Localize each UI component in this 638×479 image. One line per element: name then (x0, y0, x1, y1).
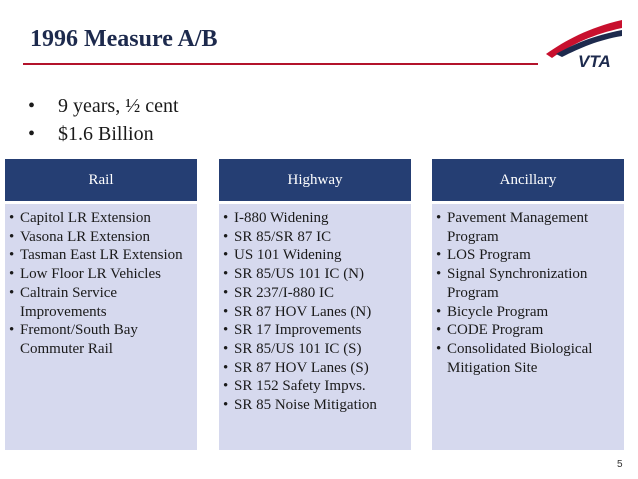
list-item-text: Fremont/South Bay Commuter Rail (20, 322, 138, 357)
list-item-text: SR 237/I-880 IC (234, 284, 335, 301)
list-item-text: I-880 Widening (234, 210, 329, 226)
list-item-text: CODE Program (447, 322, 544, 339)
highway-column-header (219, 159, 411, 201)
rail-column-body (5, 204, 197, 450)
logo-text: VTA (578, 52, 611, 70)
list-item: • SR 87 HOV Lanes (N) (223, 303, 372, 320)
slide-title: 1996 Measure A/B (30, 26, 218, 52)
list-item-text: SR 85/US 101 IC (N) (234, 266, 365, 283)
column-heading: Ancillary (499, 171, 557, 188)
page-number: 5 (617, 459, 623, 470)
list-item: • Pavement Management Program (436, 209, 619, 246)
list-item-text: SR 85/US 101 IC (S) (234, 340, 362, 357)
summary-bullet-text: $1.6 Billion (58, 123, 154, 145)
list-item: • SR 85/SR 87 IC (223, 228, 332, 245)
list-item-text: SR 87 HOV Lanes (S) (234, 359, 369, 376)
list-item-text: Caltrain Service Improvements (20, 284, 118, 320)
list-item-text: SR 85/SR 87 IC (234, 228, 332, 245)
list-item: • SR 87 HOV Lanes (S) (223, 359, 369, 376)
rail-column (5, 159, 197, 450)
column-heading: Rail (88, 171, 114, 188)
list-item-text: Pavement Management Program (447, 210, 589, 245)
list-item: • US 101 Widening (223, 247, 342, 264)
list-item: • SR 85/US 101 IC (N) (223, 266, 365, 283)
list-item: • Bicycle Program (436, 303, 549, 320)
list-item: • CODE Program (436, 322, 544, 339)
list-item-text: Vasona LR Extension (20, 228, 150, 245)
summary-bullets (28, 92, 179, 148)
vta-logo (542, 14, 624, 70)
list-item: • SR 237/I-880 IC (223, 284, 335, 301)
list-item: • SR 17 Improvements (223, 322, 362, 339)
list-item: • Low Floor LR Vehicles (9, 266, 161, 283)
list-item: • SR 85/US 101 IC (S) (223, 340, 362, 357)
list-item: • Signal Synchronization Program (436, 265, 619, 302)
list-item: • SR 85 Noise Mitigation (223, 397, 377, 414)
list-item-text: Bicycle Program (447, 303, 549, 320)
column-heading: Highway (287, 171, 343, 188)
list-item-text: SR 87 HOV Lanes (N) (234, 303, 372, 320)
list-item: • Capitol LR Extension (9, 210, 151, 226)
list-item: • LOS Program (436, 247, 531, 264)
list-item: • Consolidated Biological Mitigation Site (436, 340, 619, 377)
list-item: • Vasona LR Extension (9, 228, 150, 245)
summary-bullet-text: 9 years, ½ cent (58, 95, 179, 117)
list-item-text: US 101 Widening (234, 247, 342, 264)
list-item-text: Consolidated Biological Mitigation Site (447, 340, 593, 376)
list-item: • Caltrain Service Improvements (9, 284, 192, 321)
rail-column-header (5, 159, 197, 201)
highway-column-body (219, 204, 411, 450)
list-item-text: Capitol LR Extension (20, 210, 151, 226)
summary-bullet: • 9 years, ½ cent (28, 92, 179, 120)
list-item: • Tasman East LR Extension (9, 247, 183, 264)
title-divider (23, 63, 538, 65)
list-item-text: Tasman East LR Extension (20, 247, 183, 264)
ancillary-column (432, 159, 624, 450)
list-item-text: Signal Synchronization Program (447, 266, 588, 301)
list-item: • SR 152 Safety Impvs. (223, 378, 366, 395)
list-item-text: Low Floor LR Vehicles (20, 266, 161, 283)
list-item: • Fremont/South Bay Commuter Rail (9, 321, 192, 358)
list-item-text: SR 85 Noise Mitigation (234, 397, 377, 414)
ancillary-column-header (432, 159, 624, 201)
ancillary-column-body (432, 204, 624, 450)
summary-bullet: • $1.6 Billion (28, 120, 179, 148)
highway-column (219, 159, 411, 450)
list-item-text: SR 17 Improvements (234, 322, 362, 339)
list-item-text: SR 152 Safety Impvs. (234, 378, 366, 395)
list-item: • I-880 Widening (223, 210, 329, 226)
list-item-text: LOS Program (447, 247, 531, 264)
